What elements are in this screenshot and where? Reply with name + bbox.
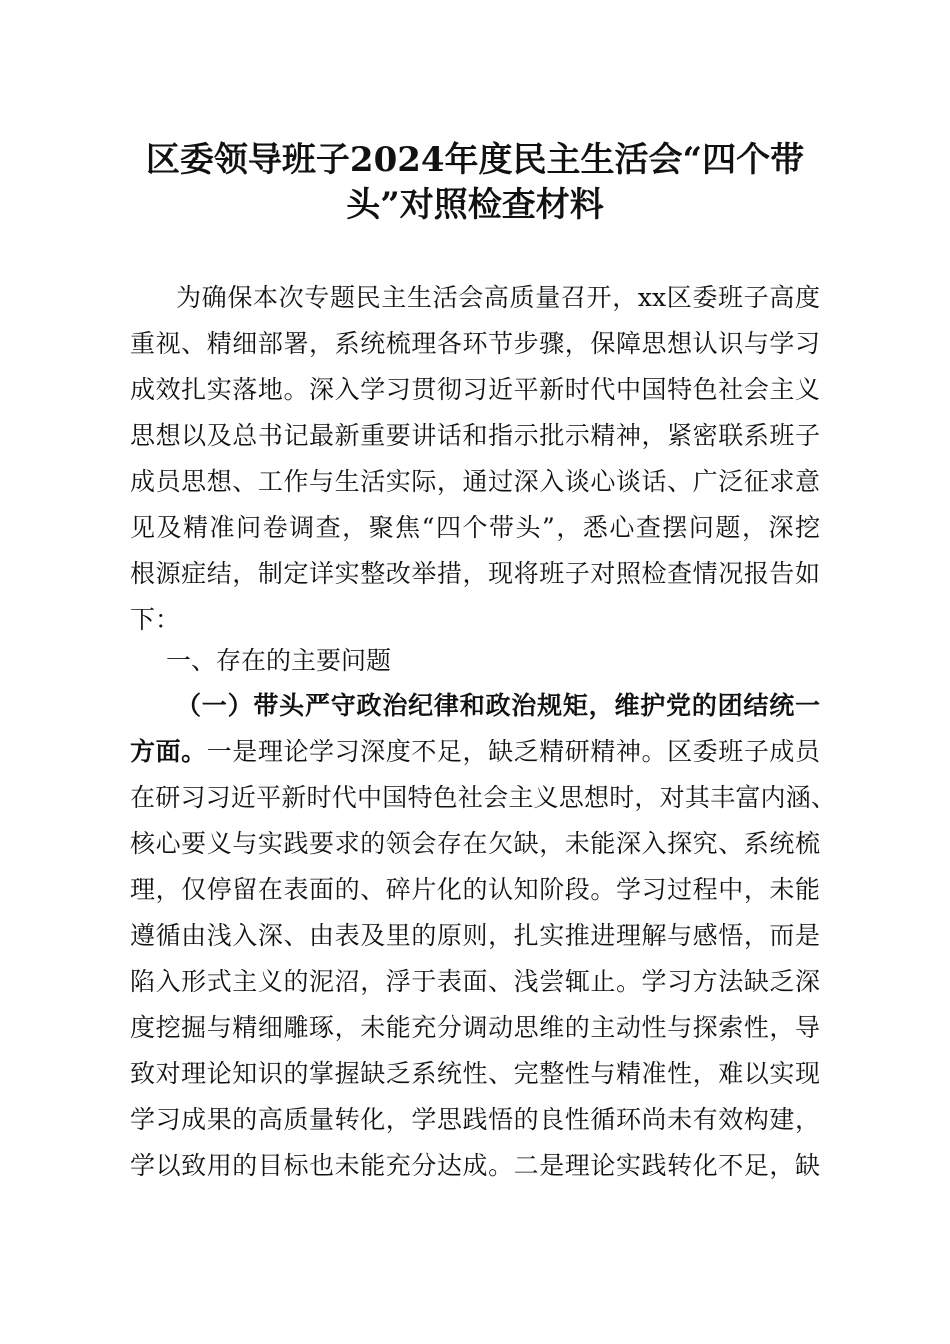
section-heading: 一、存在的主要问题 [166,646,392,675]
document-body [130,275,836,1189]
text-line: 核心要义与实践要求的领会存在欠缺，未能深入探究、系统梳 [130,829,820,858]
text-line [130,729,820,775]
subsection-paragraph [130,683,836,1189]
text-line: 下： [130,605,181,634]
title-line-1: 区委领导班子2024年度民主生活会“四个带 [145,140,805,180]
text-line: 学习成果的高质量转化，学思践悟的良性循环尚未有效构建， [130,1105,820,1134]
text-line: 陷入形式主义的泥沼，浮于表面、浅尝辄止。学习方法缺乏深 [130,967,820,996]
text-line: 度挖掘与精细雕琢，未能充分调动思维的主动性与探索性，导 [130,1013,820,1042]
text-line: 为确保本次专题民主生活会高质量召开，xx区委班子高度 [176,283,820,312]
text-line: 见及精准问卷调查，聚焦“四个带头”，悉心查摆问题，深挖 [130,513,820,542]
text-span: 一是理论学习深度不足，缺乏精研精神。区委班子成员 [206,737,820,766]
text-line: 成效扎实落地。深入学习贯彻习近平新时代中国特色社会主义 [130,375,820,404]
text-line: 在研习习近平新时代中国特色社会主义思想时，对其丰富内涵、 [130,783,836,812]
text-line [130,683,820,729]
text-line: 重视、精细部署，系统梳理各环节步骤，保障思想认识与学习 [130,329,820,358]
subsection-title-end: 方面。 [130,737,207,766]
subsection-title: （一）带头严守政治纪律和政治规矩，维护党的团结统一 [176,691,820,720]
text-line: 成员思想、工作与生活实际，通过深入谈心谈话、广泛征求意 [130,467,820,496]
document-title [120,138,830,228]
text-line: 理，仅停留在表面的、碎片化的认知阶段。学习过程中，未能 [130,875,820,904]
text-line: 学以致用的目标也未能充分达成。二是理论实践转化不足，缺 [130,1151,820,1180]
text-line: 思想以及总书记最新重要讲话和指示批示精神，紧密联系班子 [130,421,820,450]
text-line: 致对理论知识的掌握缺乏系统性、完整性与精准性，难以实现 [130,1059,820,1088]
text-line: 遵循由浅入深、由表及里的原则，扎实推进理解与感悟，而是 [130,921,820,950]
intro-paragraph [130,275,820,643]
text-line: 根源症结，制定详实整改举措，现将班子对照检查情况报告如 [130,559,820,588]
title-line-2: 头”对照检查材料 [346,185,604,225]
